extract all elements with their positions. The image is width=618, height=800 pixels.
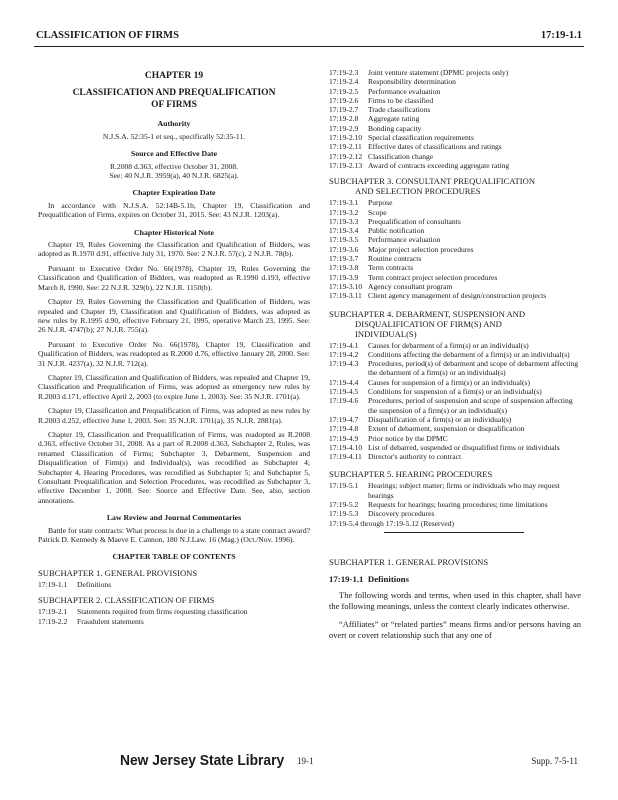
toc-entry[interactable]: [38, 607, 310, 616]
right-column: [329, 68, 581, 646]
toc-entry-number: 17:19-4.8: [329, 424, 359, 434]
expiration-heading: Chapter Expiration Date: [132, 188, 216, 198]
toc-entry-title: Purpose: [368, 198, 393, 208]
toc-entry[interactable]: [329, 114, 581, 123]
toc-entry-title: Client agency management of design/construction projects: [368, 291, 547, 301]
toc-entry-title: Causes for debarment of a firm(s) or an individual(s): [368, 340, 529, 350]
chapter-title: [38, 88, 310, 111]
toc-entry-title: Joint venture statement (DPMC projects only): [368, 68, 509, 77]
toc-entry-number: 17:19-4.7: [329, 414, 359, 424]
history-paragraph: Chapter 19, Rules Governing the Classification and Qualification of Bidders, was adopted as R.1970 d.91, effective July 31, 1970. See: 2 N.J.R. 57(c), 2 N.J.R. 78(b).: [38, 240, 310, 259]
toc-entry-number: 17:19-2.6: [329, 95, 359, 105]
toc-entry[interactable]: [329, 198, 581, 207]
toc-entry[interactable]: [329, 124, 581, 133]
toc-entry[interactable]: [329, 424, 581, 433]
toc-entry-title: Procedures, period of suspension and scope of suspension affecting the suspension of a firm(s) or an individual(s): [368, 396, 573, 415]
toc-entry-title: Aggregate rating: [368, 114, 420, 124]
supplement-date: Supp. 7-5-11: [531, 756, 578, 766]
history-paragraph: Chapter 19, Rules Governing the Classification and Qualification of Bidders, was repealed and Chapter 19, Classification and Qualification of Bidders, was adopted as new rules by R.1995 d.90, effective February 21, 1995, operative March 23, 1995. See: 26 N.J.R. 4747(b); 27 N.J.R. 755(a).: [38, 297, 310, 335]
toc-entry[interactable]: [329, 500, 581, 509]
toc-entry[interactable]: [329, 133, 581, 142]
toc-subchapter-4-line2: DISQUALIFICATION OF FIRM(S) AND: [355, 318, 502, 329]
toc-subchapter-2-continued: [329, 68, 581, 170]
toc-entry[interactable]: [329, 235, 581, 244]
toc-subchapter-1: SUBCHAPTER 1. GENERAL PROVISIONS: [38, 567, 198, 578]
toc-subchapter-3: [329, 176, 581, 196]
toc-entry-number: 17:19-2.4: [329, 77, 359, 87]
toc-entry-title: Trade classifications: [368, 105, 431, 115]
toc-entry[interactable]: [329, 254, 581, 263]
toc-entry[interactable]: [329, 152, 581, 161]
toc-entry-number: 17:19-2.1: [38, 607, 68, 617]
toc-entry-number: 17:19-4.6: [329, 396, 359, 406]
toc-entry-title: Disqualification of a firm(s) or an individual(s): [368, 414, 512, 424]
toc-entry[interactable]: [329, 105, 581, 114]
toc-entry-number: 17:19-3.6: [329, 244, 359, 254]
toc-entry[interactable]: [329, 161, 581, 170]
library-stamp: New Jersey State Library: [120, 752, 285, 769]
toc-entry-number: 17:19-3.5: [329, 235, 359, 245]
toc-entry-title: Term contracts: [368, 263, 414, 273]
toc-entry-number: 17:19-2.3: [329, 68, 359, 77]
toc-entry-number: 17:19-2.11: [329, 142, 362, 152]
toc-entry[interactable]: [329, 359, 581, 378]
toc-entry-title: Discovery procedures: [368, 509, 435, 519]
toc-entry-number: 17:19-3.1: [329, 198, 359, 208]
toc-entry[interactable]: [329, 387, 581, 396]
toc-entry-number: 17:19-5.2: [329, 499, 359, 509]
section-heading: [329, 575, 581, 584]
toc-entry-number: 17:19-3.2: [329, 207, 359, 217]
source-line-2: See: 40 N.J.R. 3959(a), 40 N.J.R. 6825(a).: [109, 171, 239, 181]
toc-entry-title: Performance evaluation: [368, 86, 441, 96]
expiration-text: In accordance with N.J.S.A. 52:14B-5.1b, Chapter 19, Classification and Prequalification of Firms, expires on October 31, 2015. See: 43 N.J.R. 1203(a).: [38, 200, 310, 220]
toc-entry-title: Award of contracts exceeding aggregate rating: [368, 160, 510, 170]
toc-entry-title: Scope: [368, 207, 387, 217]
toc-entry-number: 17:19-4.11: [329, 452, 362, 462]
page-number: 19-1: [297, 756, 314, 766]
toc-entry[interactable]: [329, 282, 581, 291]
header-rule: [34, 46, 584, 47]
toc-entry[interactable]: [38, 617, 310, 626]
running-header: [36, 30, 582, 44]
toc-entry-number: 17:19-4.9: [329, 433, 359, 443]
law-review-text: Battle for state contracts: What process is due in a challenge to a state contract award? Patrick D. Kennedy & Maeve E. Cannon, 180 N.J.Law. 16 (Mag.) (Oct./Nov. 1996).: [38, 525, 310, 545]
history-paragraph: Chapter 19, Classification and Qualification of Bidders, was repealed and Chapter 19, Classification and Prequalification of Firms, was adopted as emergency new rules by R.2003 d.171, effective April 2, 2003 (to expire June 1, 2003). See: 35 N.J.R. 1701(a).: [38, 372, 310, 401]
toc-subchapter-3-line1: SUBCHAPTER 3. CONSULTANT PREQUALIFICATION: [329, 176, 536, 187]
toc-entry-number: 17:19-5.3: [329, 509, 359, 519]
toc-entry[interactable]: [329, 87, 581, 96]
toc-entry-number: 17:19-2.10: [329, 133, 363, 143]
chapter-title-line1: CLASSIFICATION AND PREQUALIFICATION: [72, 88, 276, 99]
section-number: 17:19-1.1: [329, 573, 364, 584]
toc-entry[interactable]: [329, 217, 581, 226]
history-paragraph: Pursuant to Executive Order No. 66(1978), Chapter 19, Rules Governing the Classification and Qualification of Bidders, was readopted as R.1990 d.193, effective March 8, 1990. See: 22 N.J.R. 329(b), 22 N.J.R. 1150(b).: [38, 263, 310, 292]
toc-entry-title: Statements required from firms requesting classification: [77, 607, 248, 617]
toc-entry-title: Prior notice by the DPMC: [368, 433, 448, 443]
toc-entry[interactable]: [329, 415, 581, 424]
toc-entry[interactable]: [329, 226, 581, 235]
toc-entry[interactable]: [329, 142, 581, 151]
toc-entry-title: Extent of debarment, suspension or disqualification: [368, 424, 525, 434]
toc-entry-title: Firms to be classified: [368, 95, 434, 105]
history-paragraph: Pursuant to Executive Order No. 66(1978), Chapter 19, Classification and Qualification of Bidders, was readopted as R.2000 d.76, effective January 28, 2000. See: 31 N.J.R. 4237(a), 32 N.J.R. 712(a).: [38, 339, 310, 368]
toc-entry[interactable]: [329, 291, 581, 300]
toc-entry-title: Agency consultant program: [368, 281, 453, 291]
toc-entry-number: 17:19-2.12: [329, 151, 363, 161]
toc-entry-number: 17:19-4.1: [329, 340, 359, 350]
chapter-number: CHAPTER 19: [144, 71, 204, 81]
toc-entry-title: Procedures, period(s) of debarment and scope of debarment affecting the debarment of a firm(s) or an individual(s): [368, 359, 579, 378]
toc-entry[interactable]: [329, 434, 581, 443]
toc-entry[interactable]: [329, 245, 581, 254]
toc-entry-number: 17:19-3.7: [329, 254, 359, 264]
toc-entry[interactable]: [329, 378, 581, 387]
toc-entry-title: Requests for hearings; hearing procedures; time limitations: [368, 499, 548, 509]
history-paragraph: Chapter 19, Classification and Prequalification of Firms, was readopted as R.2008 d.363, effective October 31, 2008. As a part of R.2008 d.363, Subchapter 2, Rules, was renamed Classification of Firms; Subchapter 3, Debarment, Suspension and Disqualification of Firm(s) and Individual(s), was recodified as Subchapter 4; Subchapter 4, Hearing Procedures, was recodified as Subchapter 5; and Subchapter 5, Consultant Prequalification and Selection Procedures, was recodified as Subchapter 3, effective December 1, 2008. See: Source and Effective Date. See, also, section annotations.: [38, 429, 310, 505]
toc-entry[interactable]: [329, 509, 581, 518]
toc-entry[interactable]: [329, 273, 581, 282]
toc-entry[interactable]: [38, 580, 310, 589]
toc-heading: CHAPTER TABLE OF CONTENTS: [112, 552, 236, 562]
toc-subchapter-2: SUBCHAPTER 2. CLASSIFICATION OF FIRMS: [38, 595, 215, 606]
section-paragraph: “Affiliates” or “related parties” means firms and/or persons having an overt or covert relationship such that any one of: [329, 619, 581, 641]
toc-entry-number: 17:19-2.5: [329, 86, 359, 96]
toc-entry-title: Conditions affecting the debarment of a firm(s) or an individual(s): [368, 349, 570, 359]
section-paragraph: The following words and terms, when used in this chapter, shall have the following meanings, unless the context clearly indicates otherwise.: [329, 590, 581, 612]
left-column: [38, 66, 310, 626]
toc-entry[interactable]: [329, 452, 581, 461]
toc-end-rule: [384, 532, 524, 533]
header-title: CLASSIFICATION OF FIRMS: [36, 30, 179, 41]
toc-entry-number: 17:19-2.9: [329, 123, 359, 133]
toc-entry[interactable]: [329, 77, 581, 86]
toc-subchapter-4-line3: INDIVIDUAL(S): [355, 328, 417, 339]
toc-entry[interactable]: [329, 263, 581, 272]
toc-entry[interactable]: [329, 68, 581, 77]
toc-reserved-entry[interactable]: 17:19-5.4 through 17:19-5.12 (Reserved): [329, 518, 455, 528]
toc-entry-number: 17:19-2.8: [329, 114, 359, 124]
toc-entry-number: 17:19-3.4: [329, 226, 359, 236]
toc-entry-number: 17:19-4.2: [329, 349, 359, 359]
toc-entry-number: 17:19-2.13: [329, 160, 363, 170]
toc-entry-title: Prequalification of consultants: [368, 216, 461, 226]
toc-entry-title: Fraudulent statements: [77, 616, 144, 626]
source-heading: Source and Effective Date: [130, 149, 218, 159]
toc-entry-number: 17:19-3.8: [329, 263, 359, 273]
toc-entry-title: Causes for suspension of a firm(s) or an individual(s): [368, 377, 530, 387]
history-heading: Chapter Historical Note: [134, 227, 214, 237]
toc-entry-title: Term contract project selection procedures: [368, 272, 498, 282]
toc-entry-number: 17:19-2.2: [38, 616, 68, 626]
toc-entry-number: 17:19-4.5: [329, 387, 359, 397]
header-section: 17:19-1.1: [540, 30, 582, 41]
authority-heading: Authority: [157, 119, 191, 129]
toc-entry-title: Public notification: [368, 226, 425, 236]
toc-subchapter-4: [329, 309, 581, 339]
section-title: Definitions: [367, 573, 409, 584]
law-review-heading: Law Review and Journal Commentaries: [106, 513, 242, 523]
toc-entry-title: Definitions: [77, 579, 112, 589]
toc-entry-number: 17:19-3.11: [329, 291, 362, 301]
toc-subchapter-3-line2: AND SELECTION PROCEDURES: [355, 186, 481, 197]
toc-entry-number: 17:19-2.7: [329, 105, 359, 115]
toc-entry-title: Major project selection procedures: [368, 244, 474, 254]
toc-entry-number: 17:19-4.4: [329, 377, 359, 387]
toc-entry-title: Conditions for suspension of a firm(s) or an individual(s): [368, 387, 542, 397]
toc-entry[interactable]: [329, 443, 581, 452]
source-line-1: R.2008 d.363, effective October 31, 2008.: [109, 161, 239, 171]
toc-entry-title: Routine contracts: [368, 254, 422, 264]
toc-entry-title: Responsibility determination: [368, 77, 456, 87]
toc-entry-number: 17:19-4.10: [329, 442, 363, 452]
toc-entry[interactable]: [329, 481, 581, 500]
chapter-title-line2: OF FIRMS: [151, 99, 197, 110]
toc-entry[interactable]: [329, 350, 581, 359]
toc-subchapter-4-line1: SUBCHAPTER 4. DEBARMENT, SUSPENSION AND: [329, 308, 526, 319]
toc-entry-number: 17:19-3.10: [329, 281, 363, 291]
toc-entry-title: Hearings; subject matter; firms or individuals who may request hearings: [368, 481, 560, 500]
toc-entry-number: 17:19-3.3: [329, 216, 359, 226]
toc-entry-title: List of debarred, suspended or disqualified firms or individuals: [368, 442, 560, 452]
toc-entry-title: Classification change: [368, 151, 434, 161]
toc-entry[interactable]: [329, 341, 581, 350]
toc-entry-title: Bonding capacity: [368, 123, 422, 133]
authority-text: N.J.S.A. 52:35-1 et seq., specifically 52:35-11.: [102, 131, 246, 141]
toc-subchapter-5: SUBCHAPTER 5. HEARING PROCEDURES: [329, 469, 493, 480]
toc-entry-title: Special classification requirements: [368, 133, 474, 143]
toc-entry[interactable]: [329, 96, 581, 105]
toc-entry-number: 17:19-1.1: [38, 579, 68, 589]
toc-entry-title: Performance evaluation: [368, 235, 441, 245]
toc-entry[interactable]: [329, 396, 581, 415]
toc-entry-number: 17:19-5.1: [329, 481, 359, 491]
toc-entry-number: 17:19-3.9: [329, 272, 359, 282]
toc-entry-title: Effective dates of classifications and ratings: [368, 142, 502, 152]
toc-entry-number: 17:19-4.3: [329, 359, 359, 369]
body-subchapter-1-heading: SUBCHAPTER 1. GENERAL PROVISIONS: [329, 556, 489, 567]
toc-entry-title: Director's authority to contract: [368, 452, 462, 462]
history-paragraph: Chapter 19, Classification and Prequalification of Firms, was adopted as new rules by R.2003 d.252, effective June 1, 2003. See: 35 N.J.R. 1701(a), 35 N.J.R. 2881(a).: [38, 406, 310, 425]
toc-entry[interactable]: [329, 208, 581, 217]
